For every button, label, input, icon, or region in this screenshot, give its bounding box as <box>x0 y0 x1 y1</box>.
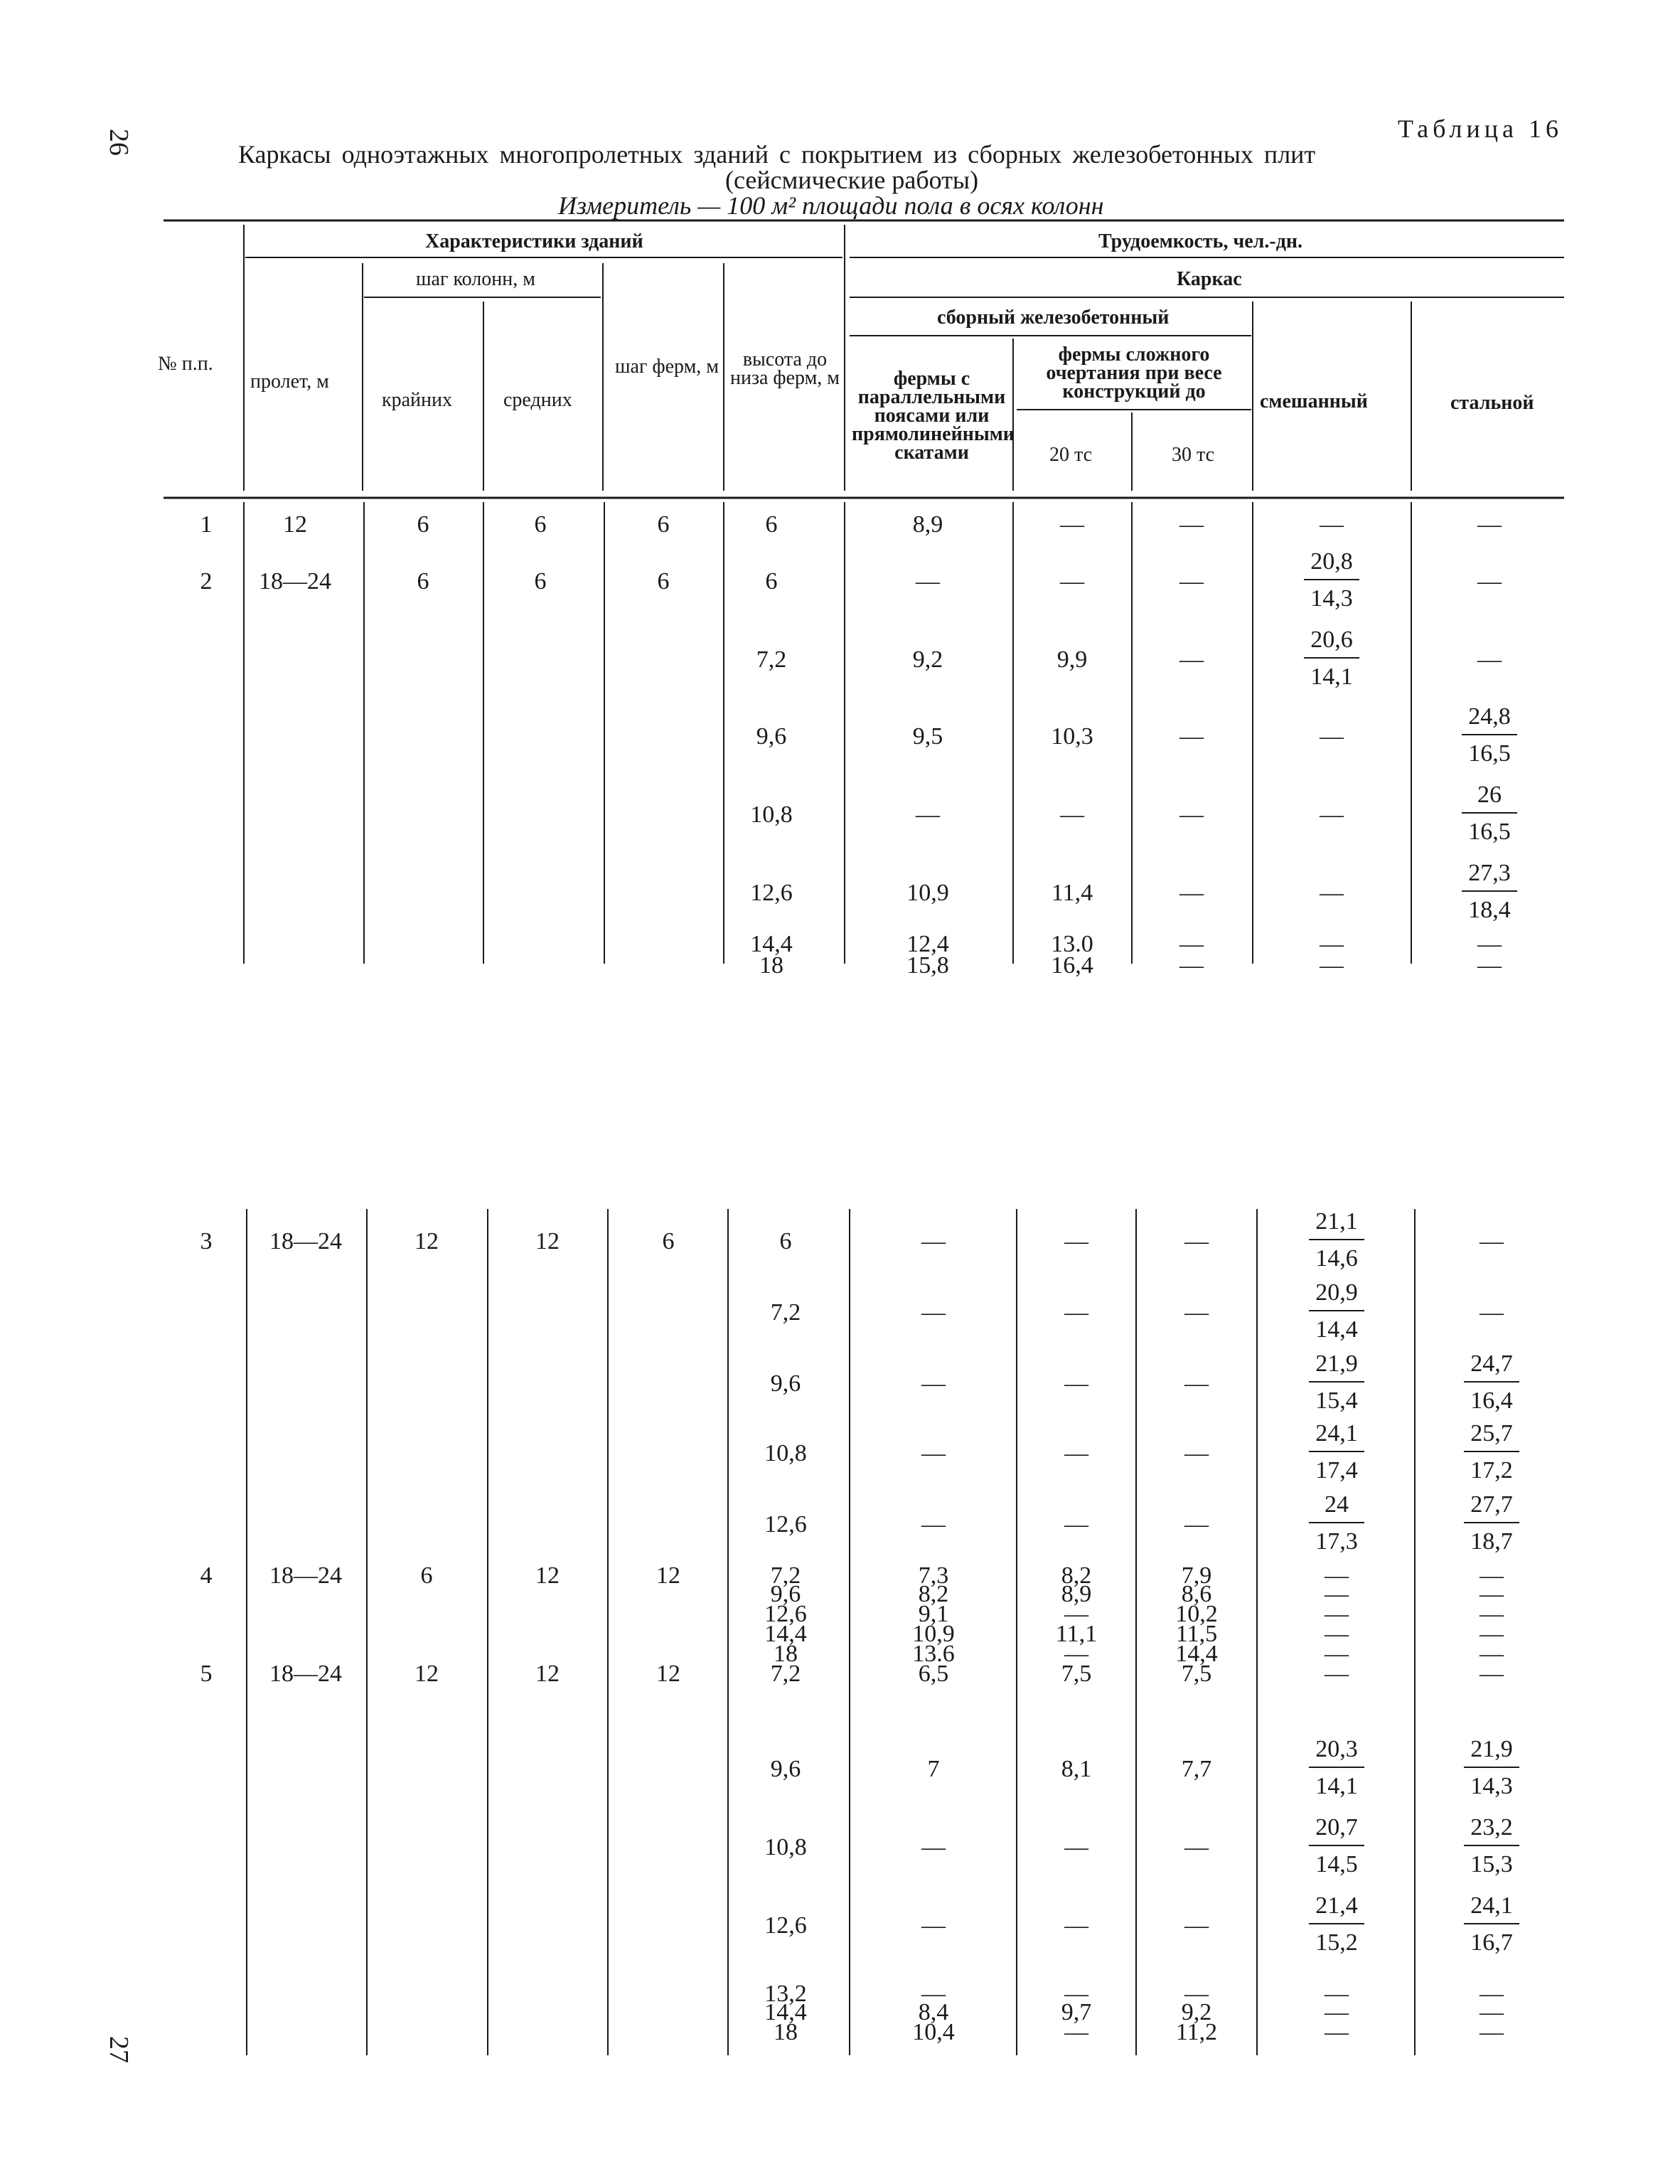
mixed-value-numerator: 20,6 <box>1310 627 1353 653</box>
truss-step-value: 6 <box>657 511 670 538</box>
complex-20t-value: 13.0 <box>1051 931 1093 957</box>
steel-value: — <box>1480 2019 1504 2045</box>
fraction-bar <box>1462 890 1517 892</box>
steel-value-numerator: 26 <box>1477 782 1502 808</box>
fraction-bar <box>1464 1923 1519 1924</box>
complex-30t-value: 14,4 <box>1175 1641 1218 1667</box>
parallel-truss-value: — <box>921 1834 946 1860</box>
height-value: 9,6 <box>770 1581 801 1607</box>
complex-20t-value: — <box>1060 568 1084 595</box>
height-value: 10,8 <box>764 1440 807 1466</box>
mixed-value-numerator: 24,1 <box>1315 1420 1358 1447</box>
mixed-value-numerator: 20,9 <box>1315 1279 1358 1306</box>
middle-step-value: 12 <box>535 1661 560 1687</box>
truss-step-value: 6 <box>662 1228 675 1255</box>
complex-30t-value: — <box>1184 1981 1209 2007</box>
fraction-bar <box>1309 1923 1364 1924</box>
header-labor: Трудоемкость, чел.-дн. <box>1098 230 1303 252</box>
complex-30t-value: 7,5 <box>1181 1661 1212 1687</box>
span-value: 18—24 <box>269 1228 342 1255</box>
parallel-truss-value: — <box>921 1228 946 1255</box>
mixed-value: — <box>1325 2019 1349 2045</box>
height-value: 18 <box>759 952 783 979</box>
fraction-bar <box>1304 657 1359 659</box>
complex-20t-value: — <box>1064 1981 1088 2007</box>
height-value: 6 <box>765 568 778 595</box>
header-complex-trusses: фермы сложного очертания при весе конструкций до <box>1046 343 1222 403</box>
steel-value: — <box>1480 1641 1504 1667</box>
complex-20t-value: — <box>1064 1370 1088 1397</box>
steel-value-numerator: 24,8 <box>1468 703 1511 730</box>
mixed-value-fraction <box>1305 1492 1369 1555</box>
header-truss-step: шаг ферм, м <box>614 356 719 378</box>
complex-30t-value: — <box>1184 1299 1209 1326</box>
fraction-bar <box>1309 1451 1364 1452</box>
span-value: 12 <box>283 511 307 538</box>
steel-value: — <box>1477 568 1502 595</box>
height-value: 9,6 <box>770 1370 801 1397</box>
complex-20t-value: — <box>1060 511 1084 538</box>
steel-value: — <box>1477 931 1502 957</box>
mixed-value: — <box>1320 931 1344 957</box>
steel-value: — <box>1480 1228 1504 1255</box>
mixed-value-numerator: 21,9 <box>1315 1351 1358 1377</box>
complex-30t-value: — <box>1179 511 1204 538</box>
steel-value-denominator: 18,7 <box>1470 1528 1513 1555</box>
parallel-truss-value: 9,5 <box>912 723 943 750</box>
mixed-value: — <box>1325 1562 1349 1589</box>
steel-value-numerator: 27,3 <box>1468 860 1511 886</box>
height-value: 7,2 <box>770 1299 801 1326</box>
table-title-line2: (сейсмические работы) <box>725 166 979 194</box>
steel-value: — <box>1480 1999 1504 2025</box>
complex-20t-value: — <box>1064 1511 1088 1538</box>
steel-value: — <box>1480 1581 1504 1607</box>
complex-30t-value: — <box>1179 646 1204 673</box>
mixed-value-numerator: 20,7 <box>1315 1814 1358 1841</box>
truss-step-value: 6 <box>657 568 670 595</box>
mixed-value: — <box>1320 723 1344 750</box>
height-value: 12,6 <box>764 1912 807 1939</box>
mixed-value-fraction <box>1305 1421 1369 1483</box>
mixed-value: — <box>1320 511 1344 538</box>
complex-20t-value: — <box>1064 1601 1088 1627</box>
complex-30t-value: — <box>1179 801 1204 828</box>
complex-20t-value: 9,9 <box>1056 646 1088 673</box>
parallel-truss-value: 13.6 <box>912 1641 955 1667</box>
parallel-truss-value: — <box>921 1912 946 1939</box>
parallel-truss-value: 7,3 <box>918 1562 949 1589</box>
height-value: 7,2 <box>756 646 787 673</box>
mixed-value-fraction <box>1305 1815 1369 1877</box>
complex-20t-value: 8,9 <box>1061 1581 1092 1607</box>
header-mixed: смешанный <box>1260 390 1368 412</box>
mixed-value-fraction <box>1305 1280 1369 1343</box>
header-column-step: шаг колонн, м <box>416 268 535 290</box>
complex-30t-value: — <box>1179 723 1204 750</box>
truss-step-value: 12 <box>656 1661 680 1687</box>
mixed-value: — <box>1320 952 1344 979</box>
height-value: 6 <box>765 511 778 538</box>
complex-20t-value: — <box>1064 1641 1088 1667</box>
parallel-truss-value: — <box>921 1440 946 1466</box>
steel-value-fraction <box>1460 1351 1524 1414</box>
complex-20t-value: 8,1 <box>1061 1756 1092 1782</box>
parallel-truss-value: 10,9 <box>906 880 949 906</box>
outer-step-value: 12 <box>414 1228 439 1255</box>
mixed-value: — <box>1325 1621 1349 1647</box>
truss-step-value: 12 <box>656 1562 680 1589</box>
steel-value-numerator: 24,1 <box>1470 1892 1513 1919</box>
mixed-value: — <box>1325 1641 1349 1667</box>
outer-step-value: 6 <box>417 511 429 538</box>
mixed-value-numerator: 21,4 <box>1315 1892 1358 1919</box>
complex-20t-value: — <box>1064 2019 1088 2045</box>
mixed-value: — <box>1325 1661 1349 1687</box>
span-value: 18—24 <box>269 1562 342 1589</box>
complex-20t-value: 10,3 <box>1051 723 1093 750</box>
mixed-value-numerator: 24 <box>1325 1491 1349 1518</box>
page-number-top: 26 <box>104 129 134 156</box>
mixed-value-numerator: 20,8 <box>1310 548 1353 575</box>
steel-value-numerator: 21,9 <box>1470 1736 1513 1762</box>
fraction-bar <box>1462 734 1517 735</box>
parallel-truss-value: 8,9 <box>912 511 943 538</box>
row-number: 5 <box>200 1661 213 1687</box>
header-steel: стальной <box>1450 392 1534 414</box>
parallel-truss-value: 10,4 <box>912 2019 955 2045</box>
mixed-value-denominator: 15,4 <box>1315 1387 1358 1414</box>
height-value: 10,8 <box>764 1834 807 1860</box>
table-label: Таблица 16 <box>1398 114 1563 143</box>
steel-value-fraction <box>1457 861 1521 923</box>
height-value: 7,2 <box>770 1661 801 1687</box>
table-unit: Измеритель — 100 м² площади пола в осях колонн <box>558 191 1104 220</box>
mixed-value-numerator: 20,3 <box>1315 1736 1358 1762</box>
steel-value-denominator: 15,3 <box>1470 1851 1513 1877</box>
height-value: 12,6 <box>764 1511 807 1538</box>
complex-30t-value: — <box>1184 1834 1209 1860</box>
fraction-bar <box>1464 1767 1519 1768</box>
height-value: 14,4 <box>764 1999 807 2025</box>
complex-30t-value: — <box>1184 1228 1209 1255</box>
steel-value-numerator: 24,7 <box>1470 1351 1513 1377</box>
outer-step-value: 6 <box>417 568 429 595</box>
steel-value-numerator: 23,2 <box>1470 1814 1513 1841</box>
mixed-value-denominator: 14,5 <box>1315 1851 1358 1877</box>
mixed-value-numerator: 21,1 <box>1315 1208 1358 1235</box>
complex-30t-value: 8,6 <box>1181 1581 1212 1607</box>
row-number: 2 <box>200 568 213 595</box>
steel-value-denominator: 18,4 <box>1468 897 1511 923</box>
steel-value-denominator: 16,5 <box>1468 819 1511 845</box>
parallel-truss-value: 15,8 <box>906 952 949 979</box>
middle-step-value: 12 <box>535 1562 560 1589</box>
mixed-value-denominator: 14,1 <box>1315 1773 1358 1799</box>
mixed-value-fraction <box>1300 549 1364 612</box>
row-number: 1 <box>200 511 213 538</box>
steel-value-fraction <box>1460 1737 1524 1799</box>
parallel-truss-value: 6,5 <box>918 1661 949 1687</box>
fraction-bar <box>1462 812 1517 814</box>
complex-20t-value: 8,2 <box>1061 1562 1092 1589</box>
mixed-value-denominator: 17,3 <box>1315 1528 1358 1555</box>
page-number-bottom: 27 <box>104 2036 134 2063</box>
mixed-value-fraction <box>1305 1351 1369 1414</box>
middle-step-value: 12 <box>535 1228 560 1255</box>
header-height: высота до низа ферм, м <box>729 348 840 389</box>
complex-30t-value: — <box>1184 1511 1209 1538</box>
height-value: 18 <box>774 1641 798 1667</box>
parallel-truss-value: 9,1 <box>918 1601 949 1627</box>
parallel-truss-value: — <box>921 1981 946 2007</box>
mixed-value: — <box>1325 1981 1349 2007</box>
height-value: 10,8 <box>750 801 793 828</box>
height-value: 14,4 <box>750 931 793 957</box>
complex-30t-value: 10,2 <box>1175 1601 1218 1627</box>
mixed-value: — <box>1320 801 1344 828</box>
steel-value: — <box>1480 1661 1504 1687</box>
middle-step-value: 6 <box>534 568 547 595</box>
complex-20t-value: 11,4 <box>1051 880 1093 906</box>
complex-30t-value: 7,9 <box>1181 1562 1212 1589</box>
steel-value-denominator: 16,4 <box>1470 1387 1513 1414</box>
mixed-value-denominator: 14,4 <box>1315 1316 1358 1343</box>
steel-value-fraction <box>1460 1492 1524 1555</box>
complex-20t-value: — <box>1064 1299 1088 1326</box>
complex-30t-value: — <box>1179 880 1204 906</box>
mixed-value: — <box>1325 1601 1349 1627</box>
header-characteristics: Характеристики зданий <box>425 230 643 252</box>
mixed-value-denominator: 14,3 <box>1310 585 1353 612</box>
complex-30t-value: 7,7 <box>1181 1756 1212 1782</box>
steel-value-numerator: 27,7 <box>1470 1491 1513 1518</box>
fraction-bar <box>1309 1381 1364 1383</box>
complex-30t-value: 11,5 <box>1175 1621 1218 1647</box>
mixed-value-fraction <box>1305 1209 1369 1272</box>
complex-30t-value: — <box>1179 952 1204 979</box>
header-30t: 30 тс <box>1172 444 1215 466</box>
steel-value: — <box>1480 1621 1504 1647</box>
parallel-truss-value: 12,4 <box>906 931 949 957</box>
complex-30t-value: — <box>1184 1440 1209 1466</box>
parallel-truss-value: 8,2 <box>918 1581 949 1607</box>
parallel-truss-value: 8,4 <box>918 1999 949 2025</box>
complex-30t-value: — <box>1179 568 1204 595</box>
steel-value: — <box>1480 1299 1504 1326</box>
fraction-bar <box>1309 1845 1364 1846</box>
complex-20t-value: 7,5 <box>1061 1661 1092 1687</box>
mixed-value-denominator: 14,6 <box>1315 1245 1358 1272</box>
complex-20t-value: — <box>1064 1440 1088 1466</box>
parallel-truss-value: — <box>921 1299 946 1326</box>
header-span: пролет, м <box>250 371 329 393</box>
steel-value: — <box>1477 646 1502 673</box>
mixed-value: — <box>1325 1999 1349 2025</box>
steel-value: — <box>1477 952 1502 979</box>
complex-20t-value: — <box>1060 801 1084 828</box>
height-value: 14,4 <box>764 1621 807 1647</box>
parallel-truss-value: 9,2 <box>912 646 943 673</box>
parallel-truss-value: — <box>916 801 940 828</box>
header-parallel-trusses: фермы с параллельными поясами или прямолинейными скатами <box>852 368 1015 464</box>
fraction-bar <box>1309 1522 1364 1523</box>
outer-step-value: 12 <box>414 1661 439 1687</box>
steel-value: — <box>1480 1562 1504 1589</box>
span-value: 18—24 <box>259 568 331 595</box>
steel-value-denominator: 14,3 <box>1470 1773 1513 1799</box>
mixed-value-fraction <box>1305 1737 1369 1799</box>
complex-30t-value: 11,2 <box>1175 2019 1218 2045</box>
parallel-truss-value: 10,9 <box>912 1621 955 1647</box>
mixed-value-denominator: 15,2 <box>1315 1929 1358 1956</box>
complex-30t-value: 9,2 <box>1181 1999 1212 2025</box>
row-number: 3 <box>200 1228 213 1255</box>
row-number: 4 <box>200 1562 213 1589</box>
fraction-bar <box>1464 1451 1519 1452</box>
parallel-truss-value: 7 <box>927 1756 940 1782</box>
height-value: 9,6 <box>756 723 787 750</box>
middle-step-value: 6 <box>534 511 547 538</box>
mixed-value-fraction <box>1305 1893 1369 1956</box>
outer-step-value: 6 <box>420 1562 433 1589</box>
mixed-value: — <box>1320 880 1344 906</box>
fraction-bar <box>1309 1767 1364 1768</box>
steel-value-fraction <box>1457 782 1521 845</box>
steel-value: — <box>1480 1981 1504 2007</box>
fraction-bar <box>1464 1381 1519 1383</box>
steel-value-fraction <box>1460 1893 1524 1956</box>
fraction-bar <box>1464 1522 1519 1523</box>
height-value: 18 <box>774 2019 798 2045</box>
header-middle: средних <box>503 389 572 411</box>
complex-20t-value: 16,4 <box>1051 952 1093 979</box>
height-value: 12,6 <box>750 880 793 906</box>
steel-value-numerator: 25,7 <box>1470 1420 1513 1447</box>
complex-20t-value: — <box>1064 1228 1088 1255</box>
steel-value: — <box>1477 511 1502 538</box>
steel-value-fraction <box>1457 704 1521 767</box>
steel-value: — <box>1480 1601 1504 1627</box>
fraction-bar <box>1464 1845 1519 1846</box>
parallel-truss-value: — <box>921 1511 946 1538</box>
fraction-bar <box>1309 1310 1364 1311</box>
steel-value-denominator: 17,2 <box>1470 1457 1513 1483</box>
header-outer: крайних <box>382 389 452 411</box>
complex-20t-value: 11,1 <box>1055 1621 1098 1647</box>
steel-value-fraction <box>1460 1421 1524 1483</box>
complex-20t-value: — <box>1064 1834 1088 1860</box>
span-value: 18—24 <box>269 1661 342 1687</box>
mixed-value-denominator: 14,1 <box>1310 664 1353 690</box>
fraction-bar <box>1304 579 1359 580</box>
fraction-bar <box>1309 1239 1364 1240</box>
mixed-value: — <box>1325 1581 1349 1607</box>
table-title-line1: Каркасы одноэтажных многопролетных зданий с покрытием из сборных железобетонных плит <box>238 140 1316 169</box>
header-20t: 20 тс <box>1049 444 1093 466</box>
steel-value-fraction <box>1460 1815 1524 1877</box>
header-frame: Каркас <box>1177 268 1242 290</box>
height-value: 13,2 <box>764 1981 807 2007</box>
complex-30t-value: — <box>1184 1912 1209 1939</box>
height-value: 7,2 <box>770 1562 801 1589</box>
complex-30t-value: — <box>1184 1370 1209 1397</box>
height-value: 12,6 <box>764 1601 807 1627</box>
header-precast: сборный железобетонный <box>937 307 1170 329</box>
height-value: 9,6 <box>770 1756 801 1782</box>
parallel-truss-value: — <box>921 1370 946 1397</box>
complex-20t-value: 9,7 <box>1061 1999 1092 2025</box>
header-num: № п.п. <box>158 353 213 375</box>
complex-20t-value: — <box>1064 1912 1088 1939</box>
mixed-value-denominator: 17,4 <box>1315 1457 1358 1483</box>
steel-value-denominator: 16,7 <box>1470 1929 1513 1956</box>
parallel-truss-value: — <box>916 568 940 595</box>
mixed-value-fraction <box>1300 627 1364 690</box>
height-value: 6 <box>779 1228 792 1255</box>
steel-value-denominator: 16,5 <box>1468 740 1511 767</box>
complex-30t-value: — <box>1179 931 1204 957</box>
